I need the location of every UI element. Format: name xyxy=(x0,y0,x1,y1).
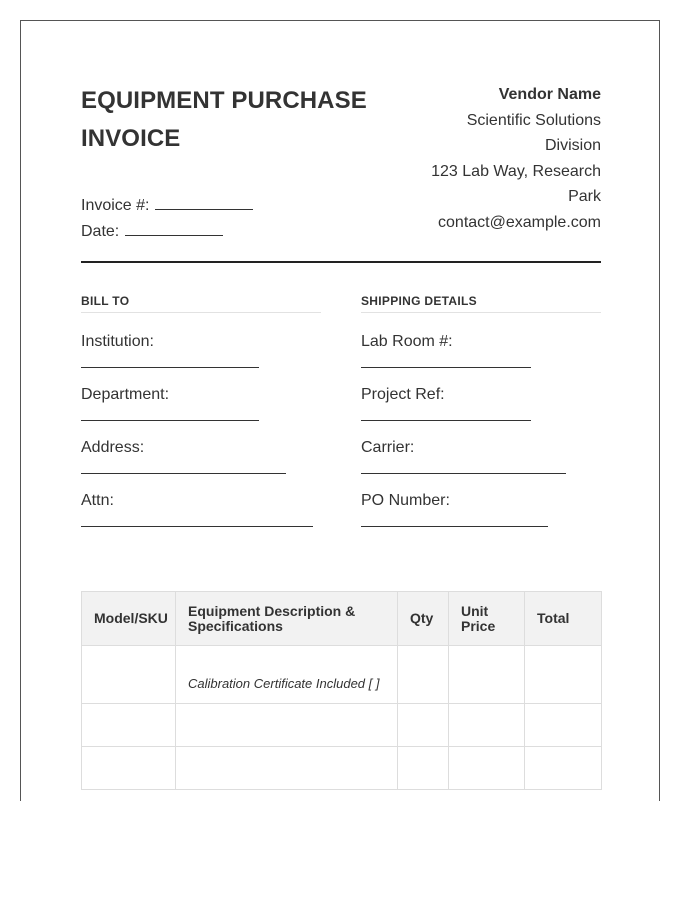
column-header-total: Total xyxy=(525,592,602,646)
table-cell-qty[interactable] xyxy=(398,646,449,704)
table-cell-description[interactable] xyxy=(176,747,398,790)
vendor-name: Vendor Name xyxy=(498,86,601,103)
table-cell-unit-price[interactable] xyxy=(449,704,525,747)
date-field[interactable] xyxy=(81,223,223,241)
table-cell-unit-price[interactable] xyxy=(449,646,525,704)
project-ref-label: Project Ref: xyxy=(361,386,445,403)
calibration-certificate-note[interactable]: Calibration Certificate Included [ ] xyxy=(188,676,380,691)
invoice-page xyxy=(20,20,660,801)
table-row xyxy=(82,646,602,704)
address-blank[interactable] xyxy=(81,473,286,474)
table-cell-description[interactable] xyxy=(176,704,398,747)
table-cell-total[interactable] xyxy=(525,704,602,747)
institution-blank[interactable] xyxy=(81,367,259,368)
column-header-model-sku: Model/SKU xyxy=(82,592,176,646)
vendor-block xyxy=(411,82,601,235)
lab-room-blank[interactable] xyxy=(361,367,531,368)
table-row xyxy=(82,747,602,790)
table-cell-description[interactable] xyxy=(176,646,398,704)
header-divider xyxy=(81,261,601,263)
date-label: Date: xyxy=(81,223,120,240)
equipment-table xyxy=(81,591,602,790)
vendor-division: Scientific Solutions Division xyxy=(466,111,601,154)
address-label: Address: xyxy=(81,439,145,456)
project-ref-field[interactable] xyxy=(361,386,601,421)
address-field[interactable] xyxy=(81,439,321,474)
department-blank[interactable] xyxy=(81,420,259,421)
po-number-blank[interactable] xyxy=(361,526,548,527)
table-cell-model-sku[interactable] xyxy=(82,747,176,790)
invoice-number-label: Invoice #: xyxy=(81,197,150,214)
bill-to-heading: BILL TO xyxy=(81,294,321,313)
shipping-heading: SHIPPING DETAILS xyxy=(361,294,601,313)
invoice-number-blank[interactable] xyxy=(155,197,253,210)
shipping-section xyxy=(361,294,601,527)
project-ref-blank[interactable] xyxy=(361,420,531,421)
po-number-label: PO Number: xyxy=(361,492,450,509)
table-header-row xyxy=(82,592,602,646)
invoice-number-field[interactable] xyxy=(81,197,253,215)
bill-to-section xyxy=(81,294,321,527)
column-header-description: Equipment Description & Specifications xyxy=(176,592,398,646)
table-cell-unit-price[interactable] xyxy=(449,747,525,790)
table-cell-qty[interactable] xyxy=(398,747,449,790)
table-cell-qty[interactable] xyxy=(398,704,449,747)
table-cell-model-sku[interactable] xyxy=(82,646,176,704)
invoice-title: EQUIPMENT PURCHASE INVOICE xyxy=(81,87,367,152)
attn-field[interactable] xyxy=(81,492,321,527)
table-row xyxy=(82,704,602,747)
carrier-blank[interactable] xyxy=(361,473,566,474)
lab-room-label: Lab Room #: xyxy=(361,333,453,350)
column-header-unit-price: Unit Price xyxy=(449,592,525,646)
table-cell-total[interactable] xyxy=(525,646,602,704)
table-cell-total[interactable] xyxy=(525,747,602,790)
carrier-label: Carrier: xyxy=(361,439,415,456)
institution-field[interactable] xyxy=(81,333,321,368)
vendor-address: 123 Lab Way, Research Park xyxy=(431,162,601,205)
column-header-qty: Qty xyxy=(398,592,449,646)
table-cell-model-sku[interactable] xyxy=(82,704,176,747)
department-field[interactable] xyxy=(81,386,321,421)
institution-label: Institution: xyxy=(81,333,154,350)
po-number-field[interactable] xyxy=(361,492,601,527)
attn-label: Attn: xyxy=(81,492,114,509)
carrier-field[interactable] xyxy=(361,439,601,474)
attn-blank[interactable] xyxy=(81,526,313,527)
date-blank[interactable] xyxy=(125,223,223,236)
department-label: Department: xyxy=(81,386,170,403)
vendor-email: contact@example.com xyxy=(438,213,601,231)
lab-room-field[interactable] xyxy=(361,333,601,368)
